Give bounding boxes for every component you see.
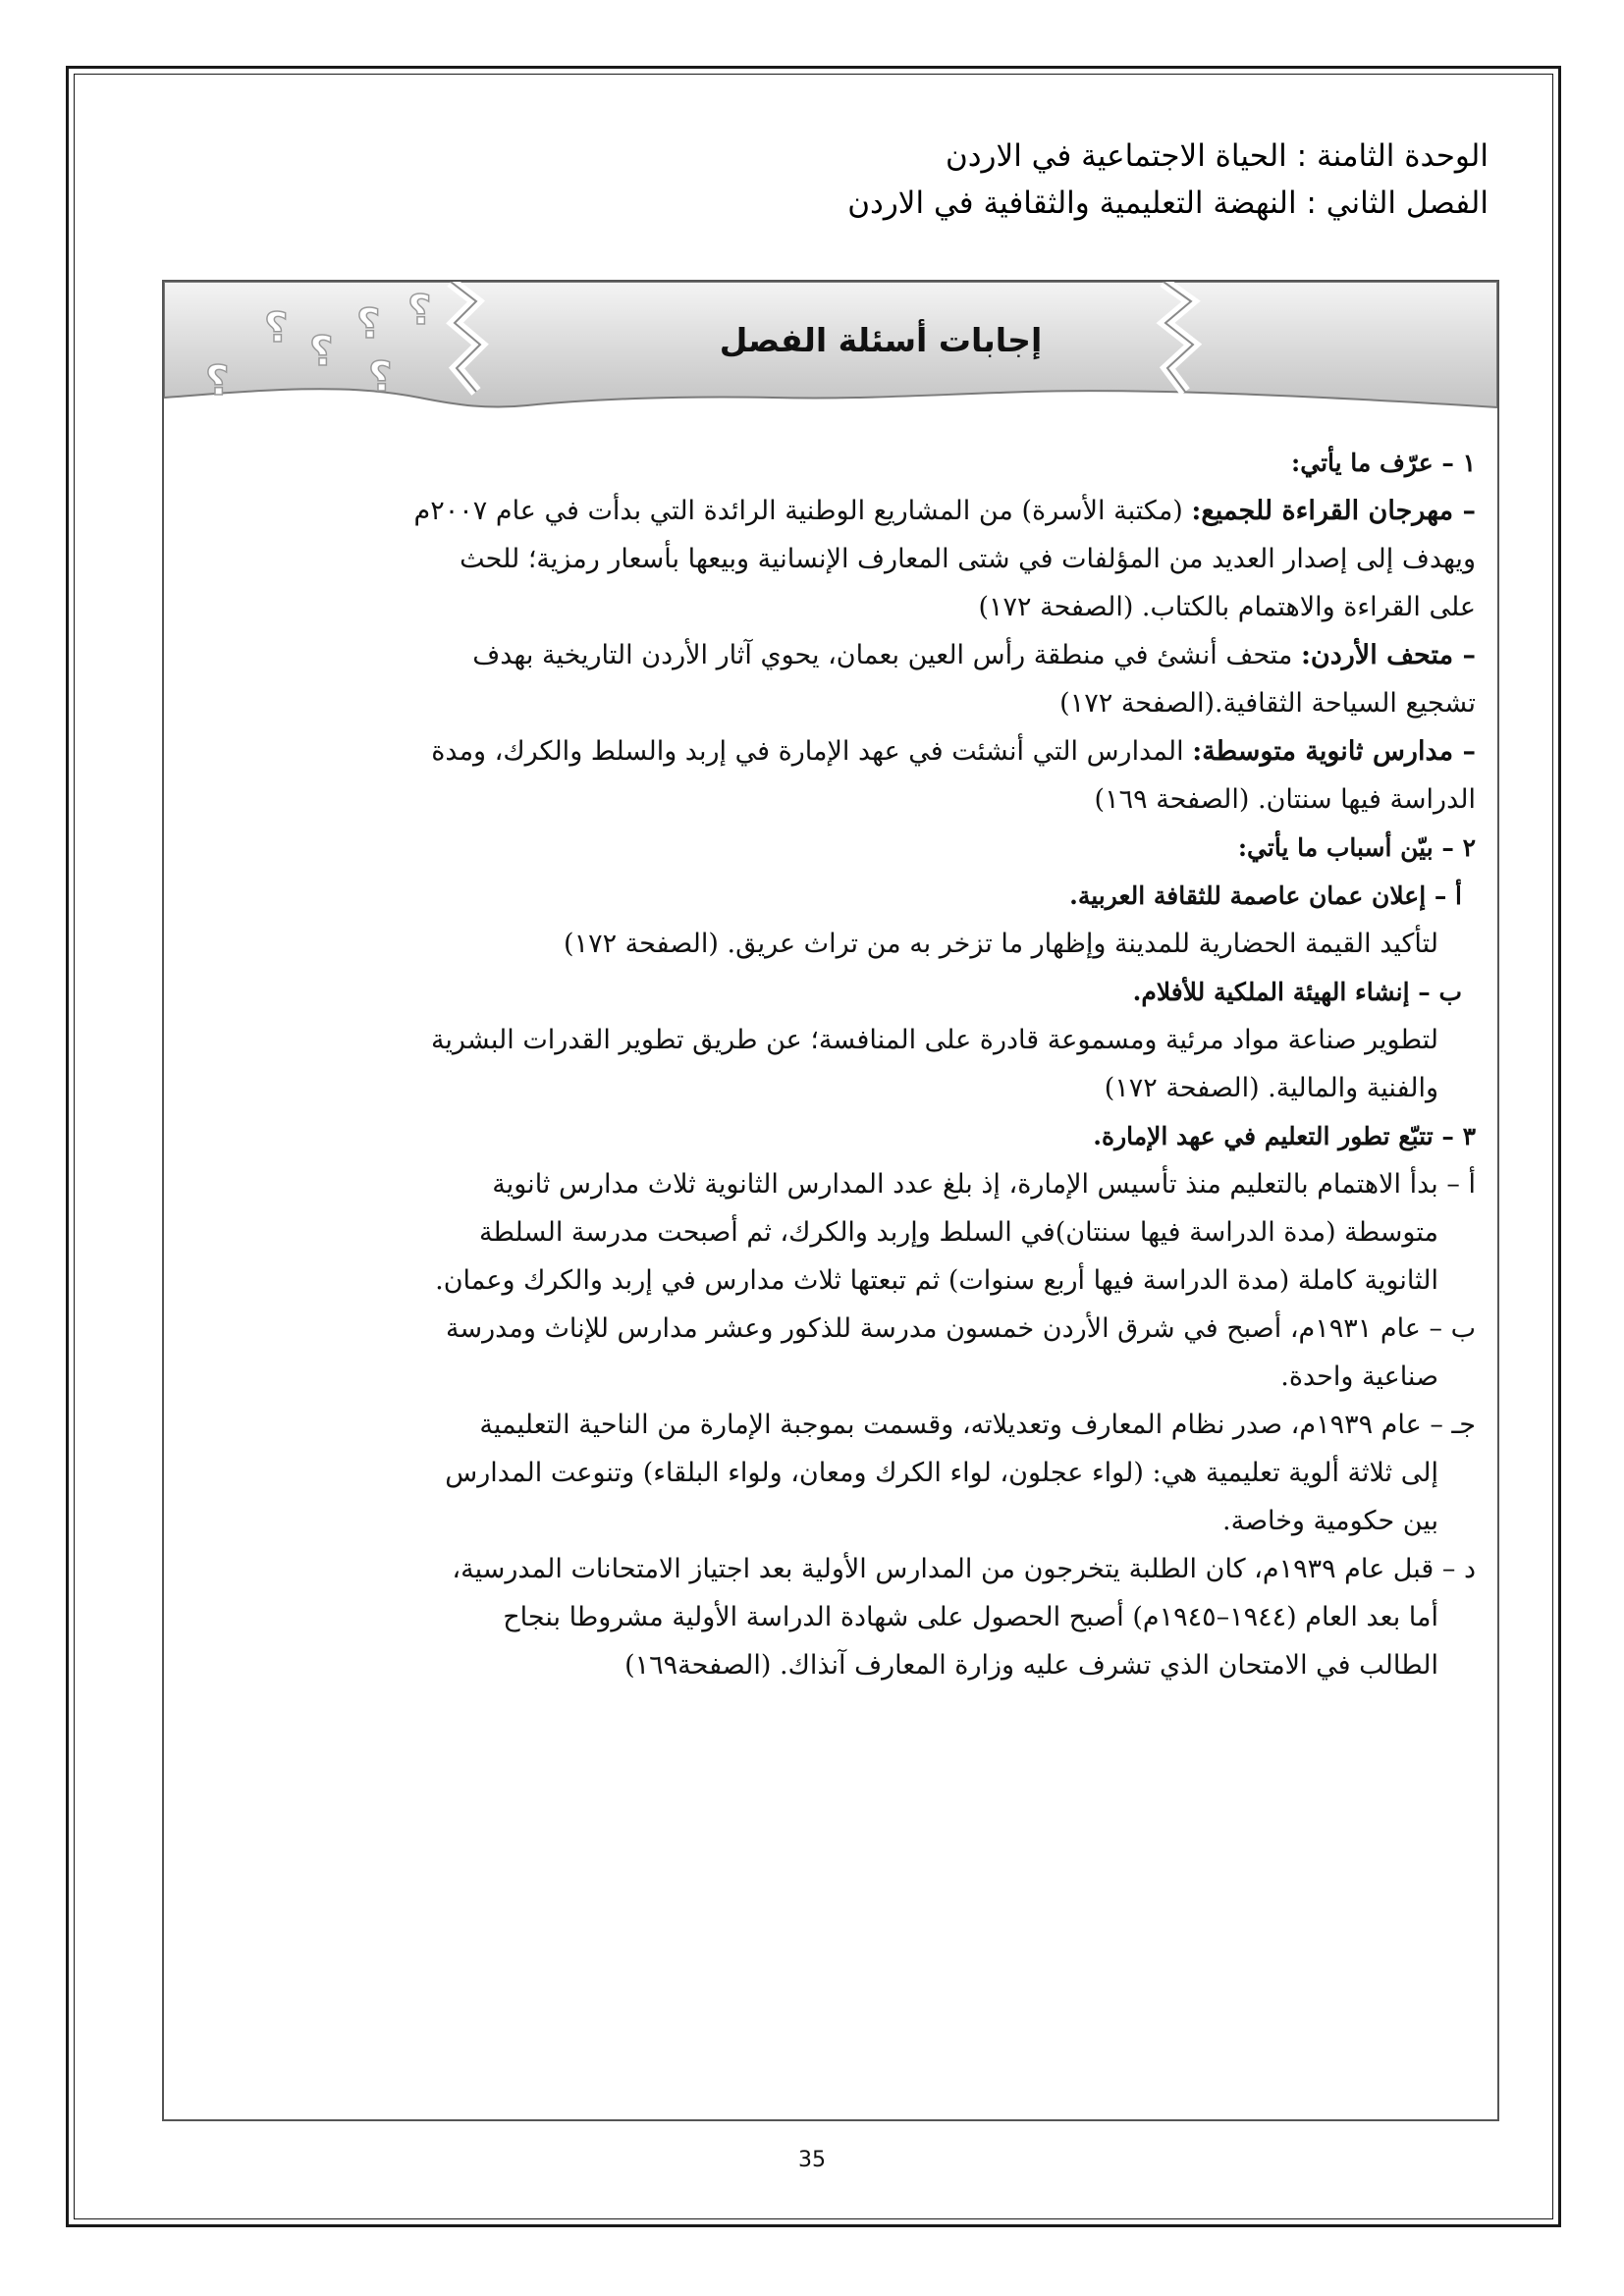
chapter-title: الفصل الثاني : النهضة التعليمية والثقافية في الاردن [847,186,1489,221]
section-heading: ٢ – بيّن أسباب ما يأتي: [1237,833,1476,862]
definition-text: تشجيع السياحة الثقافية.(الصفحة ١٧٢) [1059,688,1476,719]
question-mark-icon: ؟ [309,327,334,375]
question-mark-icon: ؟ [407,286,432,334]
answer-text: جـ – عام ١٩٣٩م، صدر نظام المعارف وتعديلاته، وقسمت بموجبة الإمارة من الناحية التعليمية [479,1410,1476,1440]
unit-header [408,133,1489,227]
section-heading: ١ – عرّف ما يأتي: [1291,449,1476,477]
unit-title: الوحدة الثامنة : الحياة الاجتماعية في الاردن [945,138,1489,174]
definition-term: – مدارس ثانوية متوسطة: [1192,736,1476,767]
definition-term: – مهرجان القراءة للجميع: [1191,496,1476,526]
question-mark-icon: ؟ [356,299,381,347]
definition-text: ويهدف إلى إصدار العديد من المؤلفات في شتى المعارف الإنسانية وبيعها بأسعار رمزية؛ للحث [460,544,1476,574]
question-mark-icon: ؟ [264,303,289,351]
sub-question: أ – إعلان عمان عاصمة للثقافة العربية. [1069,881,1462,910]
section-heading: ٣ – تتبّع تطور التعليم في عهد الإمارة. [1093,1122,1476,1150]
answer-text: الطالب في الامتحان الذي تشرف عليه وزارة المعارف آنذاك. (الصفحة١٦٩) [624,1650,1438,1681]
answer-text: أ – بدأ الاهتمام بالتعليم منذ تأسيس الإمارة، إذ بلغ عدد المدارس الثانوية ثلاث مدارس ثانوية [492,1169,1476,1200]
definition-text: الدراسة فيها سنتان. (الصفحة ١٦٩) [1094,784,1476,815]
answer-text: والفنية والمالية. (الصفحة ١٧٢) [1104,1073,1438,1103]
question-mark-icon: ؟ [368,352,393,400]
answer-text: بين حكومية وخاصة. [1222,1506,1438,1536]
definition-text: متحف أنشئ في منطقة رأس العين بعمان، يحوي آثار الأردن التاريخية بهدف [472,640,1293,670]
answer-text: متوسطة (مدة الدراسة فيها سنتان)في السلط وإربد والكرك، ثم أصبحت مدرسة السلطة [478,1217,1438,1248]
answer-text: لتطوير صناعة مواد مرئية ومسموعة قادرة على المنافسة؛ عن طريق تطوير القدرات البشرية [430,1025,1438,1055]
answer-text: ب – عام ١٩٣١م، أصبح في شرق الأردن خمسون مدرسة للذكور وعشر مدارس للإناث ومدرسة [446,1313,1476,1344]
answer-text: د – قبل عام ١٩٣٩م، كان الطلبة يتخرجون من المدارس الأولية بعد اجتياز الامتحانات المدرسية، [452,1554,1476,1584]
definition-item [164,727,1497,775]
definition-item [164,487,1497,535]
answers-banner [164,282,1497,434]
definition-text: على القراءة والاهتمام بالكتاب. (الصفحة ١٧٢) [978,592,1476,622]
definition-term: – متحف الأردن: [1300,640,1476,670]
answer-text: الثانوية كاملة (مدة الدراسة فيها أربع سنوات) ثم تبعتها ثلاث مدارس في إربد والكرك وعمان. [435,1265,1438,1296]
answers-box [162,280,1499,2121]
answer-text: صناعية واحدة. [1280,1362,1438,1392]
page-number: 35 [798,2148,826,2172]
answers-content [164,439,1497,1689]
answer-text: لتأكيد القيمة الحضارية للمدينة وإظهار ما تزخر به من تراث عريق. (الصفحة ١٧٢) [564,929,1438,959]
answer-text: إلى ثلاثة ألوية تعليمية هي: (لواء عجلون، لواء الكرك ومعان، ولواء البلقاء) وتنوعت المدارس [445,1458,1438,1488]
question-mark-icon: ؟ [205,356,230,404]
definition-text: (مكتبة الأسرة) من المشاريع الوطنية الرائدة التي بدأت في عام ٢٠٠٧م [413,496,1183,526]
definition-item [164,631,1497,679]
sub-question: ب – إنشاء الهيئة الملكية للأفلام. [1132,978,1462,1006]
answer-text: أما بعد العام (١٩٤٤–١٩٤٥م) أصبح الحصول على شهادة الدراسة الأولية مشروطا بنجاح [503,1602,1438,1632]
banner-title: إجابات أسئلة الفصل [719,321,1043,359]
definition-text: المدارس التي أنشئت في عهد الإمارة في إربد والسلط والكرك، ومدة [431,736,1184,767]
